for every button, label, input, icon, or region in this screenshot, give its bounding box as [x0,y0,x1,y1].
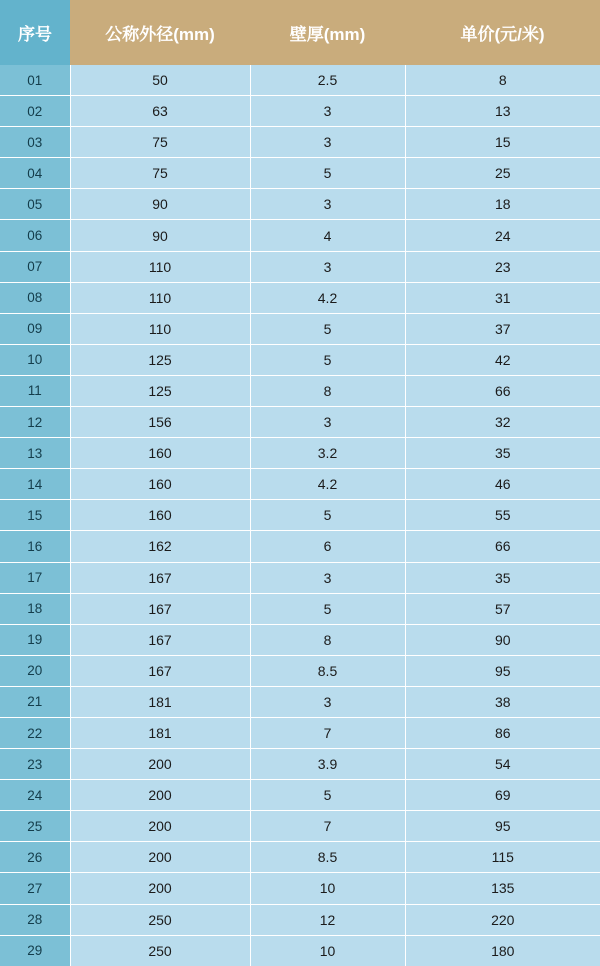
table-cell: 5 [250,344,405,375]
table-cell: 75 [70,158,250,189]
table-cell: 8.5 [250,842,405,873]
table-cell: 50 [70,65,250,96]
table-cell: 25 [405,158,600,189]
table-row [0,655,600,686]
table-cell: 35 [405,562,600,593]
table-cell: 63 [70,96,250,127]
row-index-cell: 07 [0,251,70,282]
table-cell: 167 [70,593,250,624]
table-cell: 3 [250,96,405,127]
row-index-cell: 18 [0,593,70,624]
table-cell: 8.5 [250,655,405,686]
table-cell: 160 [70,500,250,531]
row-index-cell: 19 [0,624,70,655]
column-header-outer-diameter: 公称外径(mm) [70,0,250,65]
table-row [0,438,600,469]
table-cell: 200 [70,842,250,873]
table-cell: 181 [70,686,250,717]
table-cell: 250 [70,935,250,966]
table-cell: 3 [250,127,405,158]
table-cell: 86 [405,717,600,748]
table-cell: 12 [250,904,405,935]
table-cell: 57 [405,593,600,624]
table-cell: 3 [250,251,405,282]
table-row [0,624,600,655]
row-index-cell: 05 [0,189,70,220]
table-cell: 5 [250,593,405,624]
row-index-cell: 27 [0,873,70,904]
row-index-cell: 03 [0,127,70,158]
table-row [0,531,600,562]
row-index-cell: 17 [0,562,70,593]
row-index-cell: 22 [0,717,70,748]
table-cell: 167 [70,655,250,686]
table-row [0,158,600,189]
table-cell: 95 [405,655,600,686]
column-header-unit-price: 单价(元/米) [405,0,600,65]
row-index-cell: 09 [0,313,70,344]
table-cell: 167 [70,562,250,593]
row-index-cell: 28 [0,904,70,935]
table-row [0,344,600,375]
table-row [0,811,600,842]
row-index-cell: 14 [0,469,70,500]
table-header-row [0,0,600,65]
table-row [0,375,600,406]
row-index-cell: 02 [0,96,70,127]
table-cell: 35 [405,438,600,469]
table-row [0,65,600,96]
table-row [0,313,600,344]
table-cell: 10 [250,873,405,904]
table-cell: 180 [405,935,600,966]
table-cell: 162 [70,531,250,562]
table-cell: 37 [405,313,600,344]
table-row [0,469,600,500]
table-cell: 18 [405,189,600,220]
row-index-cell: 21 [0,686,70,717]
table-cell: 200 [70,811,250,842]
table-cell: 32 [405,407,600,438]
table-cell: 125 [70,375,250,406]
table-cell: 3 [250,189,405,220]
row-index-cell: 01 [0,65,70,96]
row-index-cell: 12 [0,407,70,438]
row-index-cell: 04 [0,158,70,189]
table-cell: 156 [70,407,250,438]
table-cell: 55 [405,500,600,531]
table-cell: 75 [70,127,250,158]
table-cell: 3 [250,562,405,593]
table-cell: 69 [405,780,600,811]
row-index-cell: 08 [0,282,70,313]
table-cell: 38 [405,686,600,717]
table-cell: 42 [405,344,600,375]
table-cell: 3 [250,407,405,438]
table-cell: 10 [250,935,405,966]
table-cell: 4 [250,220,405,251]
table-row [0,251,600,282]
table-cell: 125 [70,344,250,375]
table-row [0,127,600,158]
table-cell: 3 [250,686,405,717]
table-cell: 15 [405,127,600,158]
table-cell: 110 [70,251,250,282]
table-cell: 5 [250,780,405,811]
row-index-cell: 23 [0,749,70,780]
row-index-cell: 10 [0,344,70,375]
table-row [0,189,600,220]
table-cell: 135 [405,873,600,904]
row-index-cell: 13 [0,438,70,469]
table-cell: 13 [405,96,600,127]
table-cell: 5 [250,313,405,344]
row-index-cell: 26 [0,842,70,873]
table-row [0,96,600,127]
table-cell: 250 [70,904,250,935]
row-index-cell: 25 [0,811,70,842]
table-cell: 7 [250,717,405,748]
table-cell: 110 [70,313,250,344]
table-row [0,749,600,780]
table-cell: 200 [70,749,250,780]
row-index-cell: 24 [0,780,70,811]
row-index-cell: 15 [0,500,70,531]
table-body [0,65,600,966]
table-cell: 200 [70,780,250,811]
table-cell: 8 [250,375,405,406]
table-row [0,717,600,748]
column-header-index: 序号 [0,0,70,65]
table-cell: 31 [405,282,600,313]
table-cell: 6 [250,531,405,562]
row-index-cell: 06 [0,220,70,251]
table-row [0,220,600,251]
column-header-wall-thickness: 壁厚(mm) [250,0,405,65]
table-row [0,842,600,873]
table-cell: 160 [70,469,250,500]
table-cell: 220 [405,904,600,935]
table-cell: 115 [405,842,600,873]
table-cell: 5 [250,158,405,189]
table-cell: 66 [405,375,600,406]
table-cell: 8 [250,624,405,655]
table-cell: 2.5 [250,65,405,96]
table-row [0,686,600,717]
table-row [0,935,600,966]
row-index-cell: 16 [0,531,70,562]
table-row [0,282,600,313]
table-cell: 54 [405,749,600,780]
table-header [0,0,600,65]
table-cell: 167 [70,624,250,655]
table-row [0,593,600,624]
table-cell: 181 [70,717,250,748]
table-cell: 3.2 [250,438,405,469]
table-cell: 95 [405,811,600,842]
table-cell: 46 [405,469,600,500]
table-cell: 66 [405,531,600,562]
table-cell: 160 [70,438,250,469]
table-cell: 110 [70,282,250,313]
row-index-cell: 29 [0,935,70,966]
row-index-cell: 11 [0,375,70,406]
table-cell: 3.9 [250,749,405,780]
table-row [0,407,600,438]
table-cell: 200 [70,873,250,904]
table-cell: 7 [250,811,405,842]
table-row [0,780,600,811]
row-index-cell: 20 [0,655,70,686]
table-row [0,904,600,935]
table-cell: 4.2 [250,282,405,313]
table-row [0,873,600,904]
table-cell: 90 [70,220,250,251]
table-cell: 23 [405,251,600,282]
table-cell: 8 [405,65,600,96]
table-row [0,562,600,593]
table-cell: 5 [250,500,405,531]
table-cell: 4.2 [250,469,405,500]
table-row [0,500,600,531]
table-cell: 90 [405,624,600,655]
table-cell: 90 [70,189,250,220]
table-cell: 24 [405,220,600,251]
